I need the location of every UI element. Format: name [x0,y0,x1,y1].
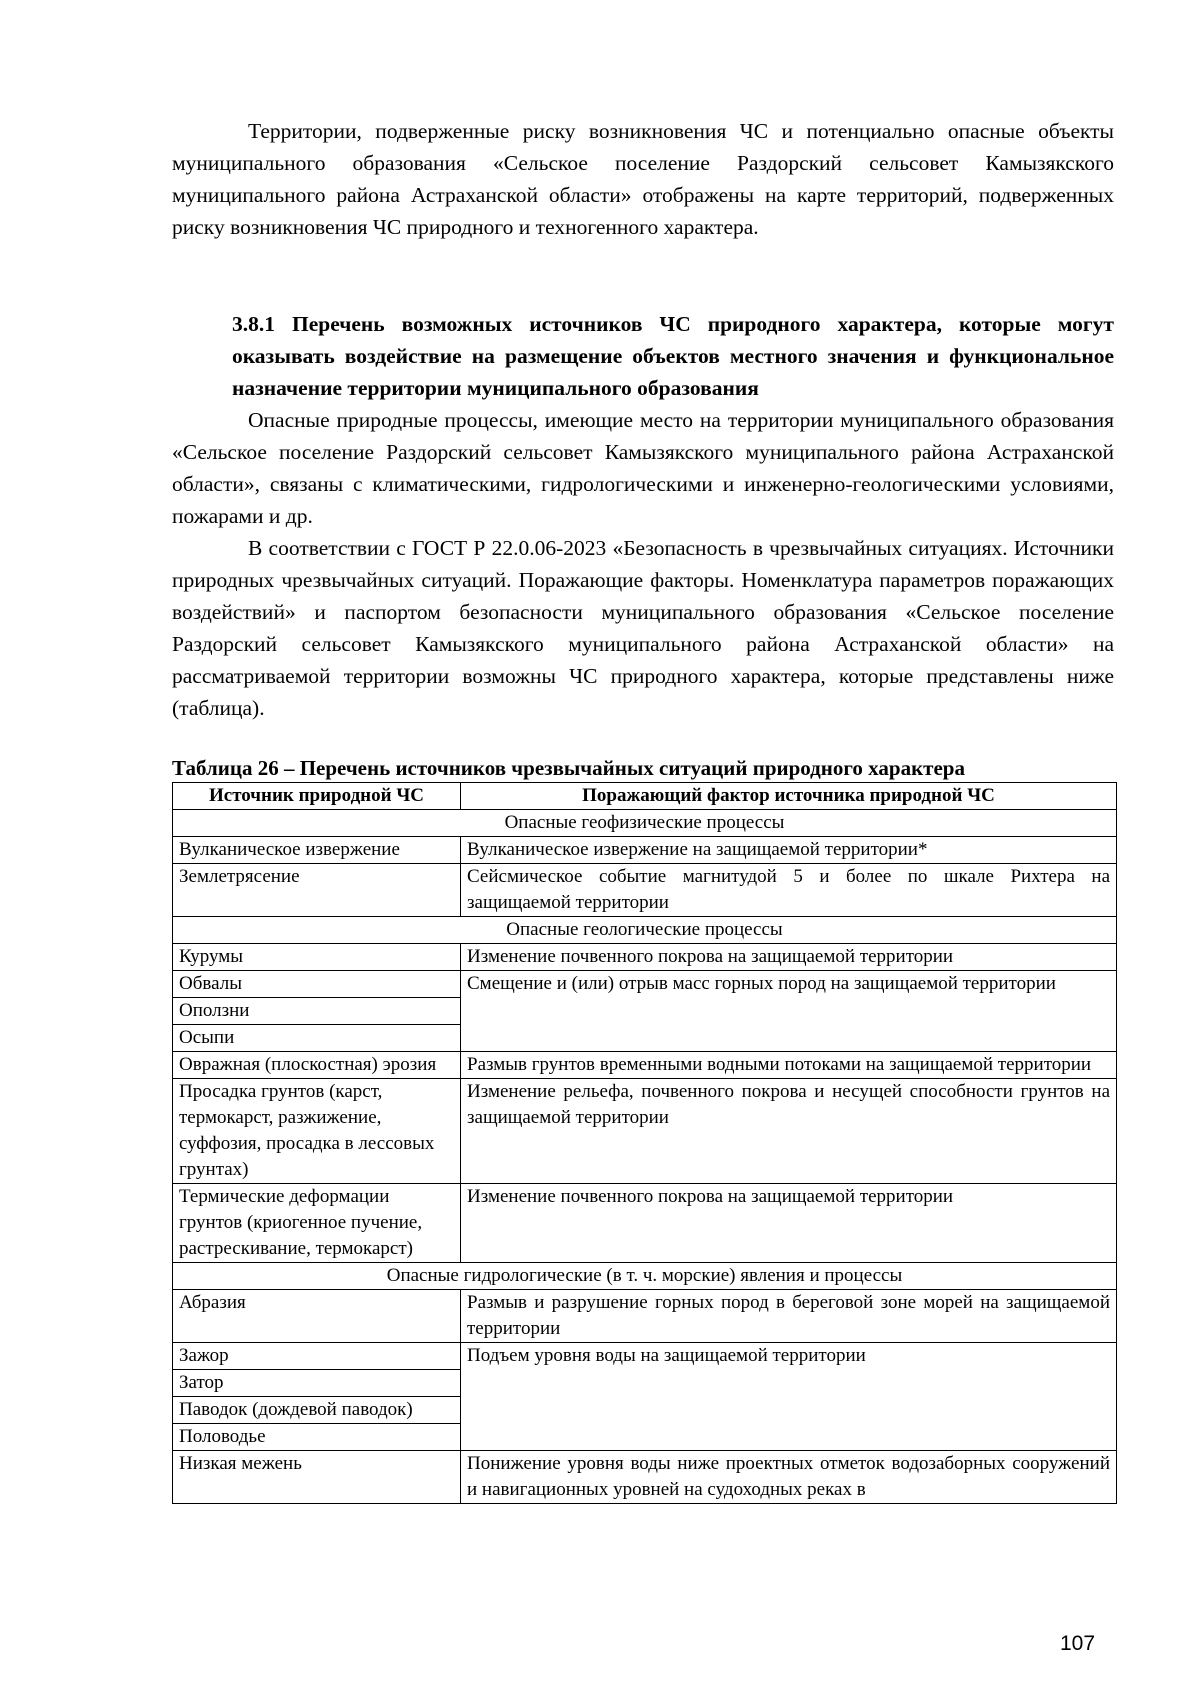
table-row [173,1290,1117,1343]
table-row [173,971,1117,998]
table-row [173,1343,1117,1370]
factor-cell: Сейсмическое событие магнитудой 5 и более по шкале Рихтера на защищаемой территории [461,864,1117,917]
factor-cell: Изменение почвенного покрова на защищаемой территории [461,1184,1117,1263]
source-cell: Абразия [173,1290,461,1343]
source-cell: Зажор [173,1343,461,1370]
source-cell: Просадка грунтов (карст, термокарст, разжижение, суффозия, просадка в лессовых грунтах) [173,1079,461,1184]
section-heading: 3.8.1 Перечень возможных источников ЧС природного характера, которые могут оказывать воздействие на размещение объектов местного значения и функциональное назначение территории муниципального образования [232,312,1114,400]
source-cell: Осыпи [173,1025,461,1052]
source-cell: Половодье [173,1424,461,1451]
table-row [173,1052,1117,1079]
factor-cell: Изменение рельефа, почвенного покрова и несущей способности грунтов на защищаемой территории [461,1079,1117,1184]
page-number: 107 [1060,1632,1096,1655]
table-row [173,944,1117,971]
source-cell: Вулканическое извержение [173,837,461,864]
group-row [173,1263,1117,1290]
table-row [173,864,1117,917]
group-row [173,810,1117,837]
table-row [173,1079,1117,1184]
group-geological: Опасные геологические процессы [173,917,1117,944]
factor-cell: Изменение почвенного покрова на защищаемой территории [461,944,1117,971]
header-source: Источник природной ЧС [173,783,461,810]
factor-cell: Вулканическое извержение на защищаемой территории* [461,837,1117,864]
paragraph-hazards: Опасные природные процессы, имеющие место на территории муниципального образования «Сельское поселение Раздорский сельсовет Камызякского муниципального района Астраханской области», связаны с климатическими, гидрологическими и инженерно-геологическими условиями, пожарами и др. [172,408,1114,528]
source-cell: Низкая межень [173,1451,461,1504]
table-caption: Таблица 26 – Перечень источников чрезвычайных ситуаций природного характера [172,756,965,780]
source-cell: Овражная (плоскостная) эрозия [173,1052,461,1079]
factor-cell: Размыв грунтов временными водными потоками на защищаемой территории [461,1052,1117,1079]
natural-emergency-sources-table [172,782,1117,1504]
factor-cell: Смещение и (или) отрыв масс горных пород на защищаемой территории [461,971,1117,1052]
source-cell: Термические деформации грунтов (криогенное пучение, растрескивание, термокарст) [173,1184,461,1263]
table-header-row [173,783,1117,810]
table-row [173,837,1117,864]
factor-cell: Подъем уровня воды на защищаемой территории [461,1343,1117,1451]
source-cell: Обвалы [173,971,461,998]
source-cell: Паводок (дождевой паводок) [173,1397,461,1424]
group-hydrological: Опасные гидрологические (в т. ч. морские) явления и процессы [173,1263,1117,1290]
table-row [173,1451,1117,1504]
paragraph-gost: В соответствии с ГОСТ Р 22.0.06-2023 «Безопасность в чрезвычайных ситуациях. Источники природных чрезвычайных ситуаций. Поражающие факторы. Номенклатура параметров поражающих воздействий» и паспортом безопасности муниципального образования «Сельское поселение Раздорский сельсовет Камызякского муниципального района Астраханской области» на рассматриваемой территории возможны ЧС природного характера, которые представлены ниже (таблица). [172,536,1114,720]
source-cell: Землетрясение [173,864,461,917]
header-factor: Поражающий фактор источника природной ЧС [461,783,1117,810]
source-cell: Затор [173,1370,461,1397]
group-geophysical: Опасные геофизические процессы [173,810,1117,837]
table-row [173,1184,1117,1263]
source-cell: Оползни [173,998,461,1025]
factor-cell: Размыв и разрушение горных пород в береговой зоне морей на защищаемой территории [461,1290,1117,1343]
group-row [173,917,1117,944]
source-cell: Курумы [173,944,461,971]
intro-paragraph: Территории, подверженные риску возникновения ЧС и потенциально опасные объекты муниципального образования «Сельское поселение Раздорский сельсовет Камызякского муниципального района Астраханской области» отображены на карте территорий, подверженных риску возникновения ЧС природного и техногенного характера. [172,119,1114,239]
factor-cell: Понижение уровня воды ниже проектных отметок водозаборных сооружений и навигационных уровней на судоходных реках в [461,1451,1117,1504]
